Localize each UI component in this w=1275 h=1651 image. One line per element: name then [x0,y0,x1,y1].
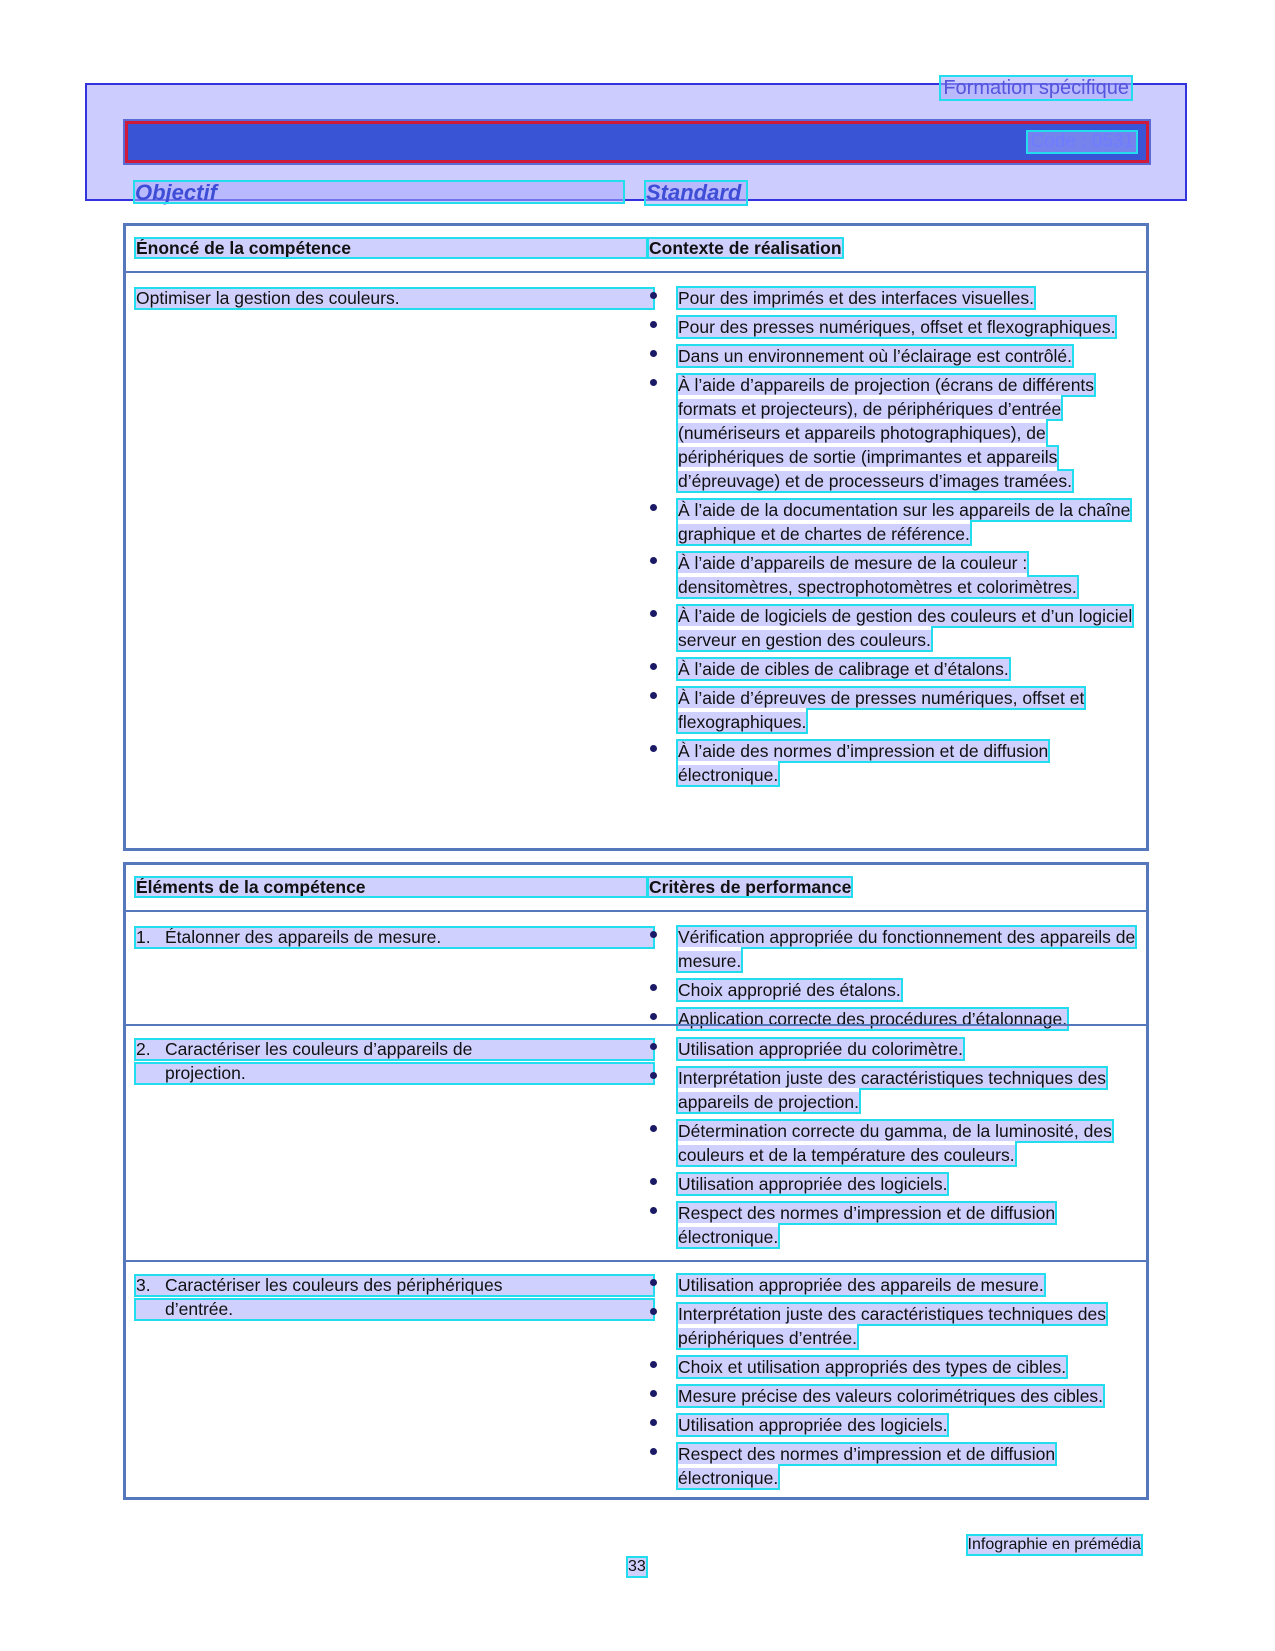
list-item: Utilisation appropriée des logiciels. [649,1172,1144,1196]
list-item: À l’aide de cibles de calibrage et d’étalons. [649,657,1144,681]
elements-table [123,862,1149,1500]
list-item: Pour des imprimés et des interfaces visuelles. [649,286,1144,310]
table-row [126,273,1146,848]
header-band [85,77,1187,205]
list-item: Pour des presses numériques, offset et flexographiques. [649,315,1144,339]
list-item: À l’aide de logiciels de gestion des couleurs et d’un logiciel serveur en gestion des couleurs. [649,604,1144,652]
competence-table [123,223,1149,851]
list-item: Vérification appropriée du fonctionnement des appareils de mesure. [649,925,1144,973]
list-item: Interprétation juste des caractéristiques techniques des périphériques d’entrée. [649,1302,1144,1350]
objectif-heading: Objectif [135,182,623,202]
list-item: Respect des normes d’impression et de diffusion électronique. [649,1201,1144,1249]
contexte-header: Contexte de réalisation [649,238,842,258]
competence-table-header [126,226,1146,273]
list-item: À l’aide de la documentation sur les appareils de la chaîne graphique et de chartes de référence. [649,498,1144,546]
criteres-header: Critères de performance [649,877,852,897]
list-item: À l’aide d’appareils de projection (écrans de différents formats et projecteurs), de périphériques d’entrée (numériseurs et appareils photographiques), de périphériques de sortie (imprimantes et appareils d’épreuvage) et de processeurs d’images tramées. [649,373,1144,493]
criteres-list [649,1037,1144,1254]
element-3-cont: d’entrée. [136,1300,653,1319]
table-row [126,912,1146,1029]
list-item: Utilisation appropriée des logiciels. [649,1413,1144,1437]
list-item: Respect des normes d’impression et de diffusion électronique. [649,1442,1144,1490]
list-item: Utilisation appropriée du colorimètre. [649,1037,1144,1061]
list-item: À l’aide des normes d’impression et de diffusion électronique. [649,739,1144,787]
enonce-header: Énoncé de la compétence [136,239,646,257]
element-1: 1. Étalonner des appareils de mesure. [136,928,653,947]
list-item: Utilisation appropriée des appareils de mesure. [649,1273,1144,1297]
element-cell [136,1276,653,1319]
list-item: Application correcte des procédures d’étalonnage. [649,1007,1144,1031]
list-item: Mesure précise des valeurs colorimétriques des cibles. [649,1384,1144,1408]
list-item: Dans un environnement où l’éclairage est contrôlé. [649,344,1144,368]
list-item: À l’aide d’épreuves de presses numériques, offset et flexographiques. [649,686,1144,734]
element-cell [136,1040,653,1083]
list-item: À l’aide d’appareils de mesure de la couleur : densitomètres, spectrophotomètres et colorimètres. [649,551,1144,599]
list-item: Choix et utilisation appropriés des types de cibles. [649,1355,1144,1379]
element-3: 3. Caractériser les couleurs des périphériques [136,1276,653,1295]
list-item: Interprétation juste des caractéristiques techniques des appareils de projection. [649,1066,1144,1114]
list-item: Choix approprié des étalons. [649,978,1144,1002]
table-row [126,1260,1146,1502]
footer-program: Infographie en prémédia [967,1536,1141,1553]
code-label: Code : 0531 [1030,131,1134,152]
standard-heading: Standard [646,182,1134,202]
criteres-list [649,925,1144,1036]
criteres-list [649,1273,1144,1495]
list-item: Détermination correcte du gamma, de la luminosité, des couleurs et de la température des couleurs. [649,1119,1144,1167]
element-2: 2. Caractériser les couleurs d’appareils de [136,1040,653,1059]
code-bar [125,121,1149,163]
element-2-cont: projection. [136,1064,653,1083]
elements-table-header [126,865,1146,912]
formation-label: Formation spécifique [943,77,1129,99]
elements-header: Éléments de la compétence [136,878,646,896]
contexte-list [649,286,1144,792]
enonce-cell [136,289,653,313]
page-number: 33 [628,1558,646,1575]
element-cell [136,928,653,952]
enonce-text: Optimiser la gestion des couleurs. [136,289,653,308]
table-row [126,1024,1146,1260]
